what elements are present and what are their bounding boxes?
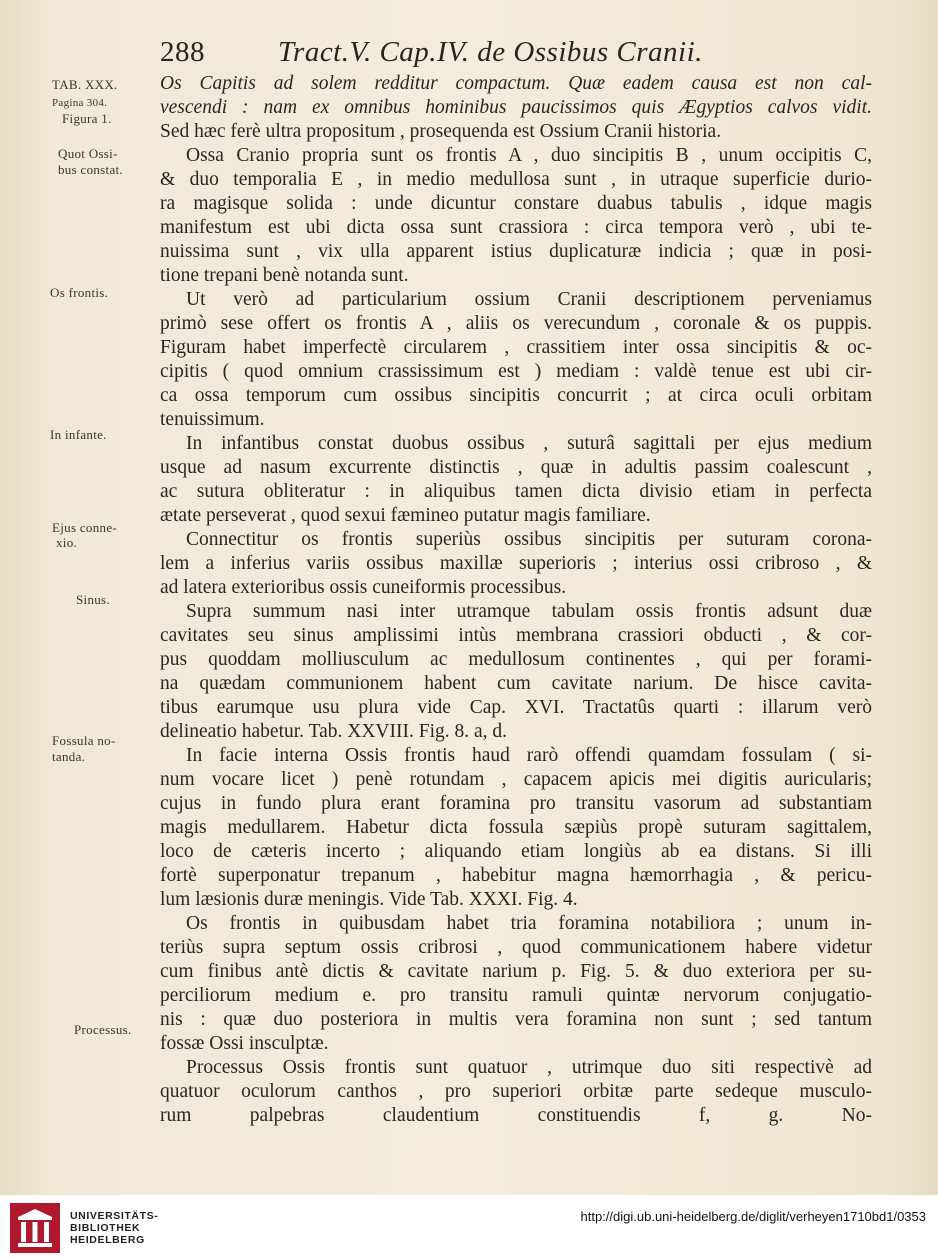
text-line: ad latera exterioribus ossis cuneiformis processibus. (160, 577, 567, 598)
text-line: Sed hæc ferè ultra propositum , prosequenda est Ossium Cranii historia. (160, 121, 722, 142)
margin-note: Processus. (74, 1022, 132, 1037)
text-line: na quædam communionem habent cum cavitate narium. De hisce cavita- (160, 673, 872, 694)
text-line: fossæ Ossi insculptæ. (160, 1033, 329, 1054)
margin-note: Sinus. (76, 592, 110, 607)
text-line: ca ossa temporum cum ossibus sincipitis concurrit ; at circa oculi orbitam (160, 385, 872, 406)
text-line: delineatio habetur. Tab. XXVIII. Fig. 8. a, d. (160, 721, 508, 742)
text-line: In facie interna Ossis frontis haud rarò offendi quamdam fossulam ( si- (186, 745, 872, 766)
text-line: usque ad nasum excurrente distinctis , quæ in adultis passim coalescunt , (160, 457, 872, 478)
text-line: tibus earumque usu plura vide Cap. XVI. Tractatûs quarti : illarum verò (160, 697, 872, 718)
running-title: Tract.V. Cap.IV. de Ossibus Cranii. (278, 36, 703, 68)
margin-note: xio. (56, 535, 78, 550)
library-name-line: UNIVERSITÄTS- (70, 1210, 159, 1222)
text-line: loco de cæteris incerto ; aliquando etiam longiùs ab ea distans. Si illi (160, 841, 872, 862)
text-line: Connectitur os frontis superiùs ossibus sincipitis per suturam corona- (186, 529, 872, 550)
text-line: Processus Ossis frontis sunt quatuor , utrimque duo siti respectivè ad (186, 1057, 872, 1078)
library-logo-icon (10, 1203, 60, 1253)
text-line: quatuor oculorum canthos , pro superiori orbitæ parte sedeque musculo- (160, 1081, 872, 1102)
text-line: cum finibus antè dictis & cavitate narium p. Fig. 5. & duo exteriora per su- (160, 961, 872, 982)
text-line: perciliorum medium e. pro transitu ramuli quintæ nervorum conjugatio- (160, 985, 872, 1006)
text-line: pus quoddam molliusculum ac medullosum continentes , qui per forami- (160, 649, 872, 670)
text-line: manifestum est ubi dicta ossa sunt crassiora : circa tempora verò , ubi te- (160, 217, 872, 238)
text-line: primò sese offert os frontis A , aliis os verecundum , coronale & os puppis. (160, 313, 872, 334)
margin-note: Ejus conne- (52, 520, 118, 535)
text-line: In infantibus constat duobus ossibus , suturâ sagittali per ejus medium (186, 433, 872, 454)
text-line: rum palpebras claudentium constituendis f, g. No- (160, 1105, 872, 1126)
text-line: ra magisque solida : unde dicuntur constare duabus tabulis , idque magis (160, 193, 872, 214)
margin-note: Quot Ossi- (58, 146, 118, 161)
margin-note: bus constat. (58, 162, 123, 177)
text-line: Ossa Cranio propria sunt os frontis A , duo sincipitis B , unum occipitis C, (186, 145, 872, 166)
library-name-line: BIBLIOTHEK (70, 1222, 141, 1234)
margin-note: tanda. (52, 749, 86, 764)
margin-note: Fossula no- (52, 733, 116, 748)
text-line: ætate perseverat , quod sexui fæmineo putatur magis familiare. (160, 505, 651, 526)
margin-note: Figura 1. (62, 111, 112, 126)
text-line: num vocare licet ) penè rotundam , capacem apicis mei digitis auricularis; (160, 769, 872, 790)
main-text (160, 72, 872, 1126)
text-line: cujus in fundo plura erant foramina pro transitu vasorum ad substantiam (160, 793, 872, 814)
library-footer (0, 1195, 938, 1259)
text-line: tenuissimum. (160, 409, 265, 430)
text-line: lem a inferius variis ossibus maxillæ superioris ; interius ossi cribroso , & (160, 553, 872, 574)
text-line: cipitis ( quod omnium crassissimum est ) mediam : valdè tenue est ubi cir- (160, 361, 872, 382)
margin-notes (0, 0, 160, 1195)
text-line: Os Capitis ad solem redditur compactum. Quæ eadem causa est non cal- (160, 73, 872, 94)
text-line: nis : quæ duo posteriora in multis vera foramina non sunt ; sed tantum (160, 1009, 872, 1030)
margin-note: Pagina 304. (52, 97, 108, 109)
library-name-line: HEIDELBERG (70, 1234, 145, 1246)
text-line: nuissima sunt , vix ulla apparent istius duplicaturæ indicia ; quæ in posi- (160, 241, 872, 262)
text-line: magis medullarem. Habetur dicta fossula sæpiùs propè suturam sagittalem, (160, 817, 872, 838)
text-line: lum læsionis duræ meningis. Vide Tab. XXXI. Fig. 4. (160, 889, 578, 910)
margin-note: In infante. (50, 427, 107, 442)
text-line: fortè superponatur trepanum , habebitur magna hæmorrhagia , & pericu- (160, 865, 872, 886)
text-line: & duo temporalia E , in medio medullosa sunt , in utraque superficie durio- (160, 169, 872, 190)
page-header (160, 36, 860, 76)
margin-note: Os frontis. (50, 285, 109, 300)
margin-note: TAB. XXX. (52, 77, 118, 92)
text-line: Figuram habet imperfectè circularem , crassitiem inter ossa sincipitis & oc- (160, 337, 872, 358)
text-line: Supra summum nasi inter utramque tabulam ossis frontis adsunt duæ (186, 601, 872, 622)
page-number: 288 (160, 36, 205, 68)
text-line: vescendi : nam ex omnibus hominibus paucissimos quis Ægyptios calvos vidit. (160, 97, 872, 118)
text-line: teriùs supra septum ossis cribrosi , quod communicationem habere videtur (160, 937, 872, 958)
text-line: cavitates seu sinus amplissimi intùs membrana crassiori obducti , & cor- (160, 625, 872, 646)
text-line: tione trepani benè notanda sunt. (160, 265, 409, 286)
source-url-link[interactable]: http://digi.ub.uni-heidelberg.de/diglit/verheyen1710bd1/0353 (580, 1209, 926, 1224)
text-line: Os frontis in quibusdam habet tria foramina notabiliora ; unum in- (186, 913, 872, 934)
text-line: Ut verò ad particularium ossium Cranii descriptionem perveniamus (186, 289, 872, 310)
text-line: ac sutura obliteratur : in aliquibus tamen dicta divisio etiam in perfecta (160, 481, 872, 502)
